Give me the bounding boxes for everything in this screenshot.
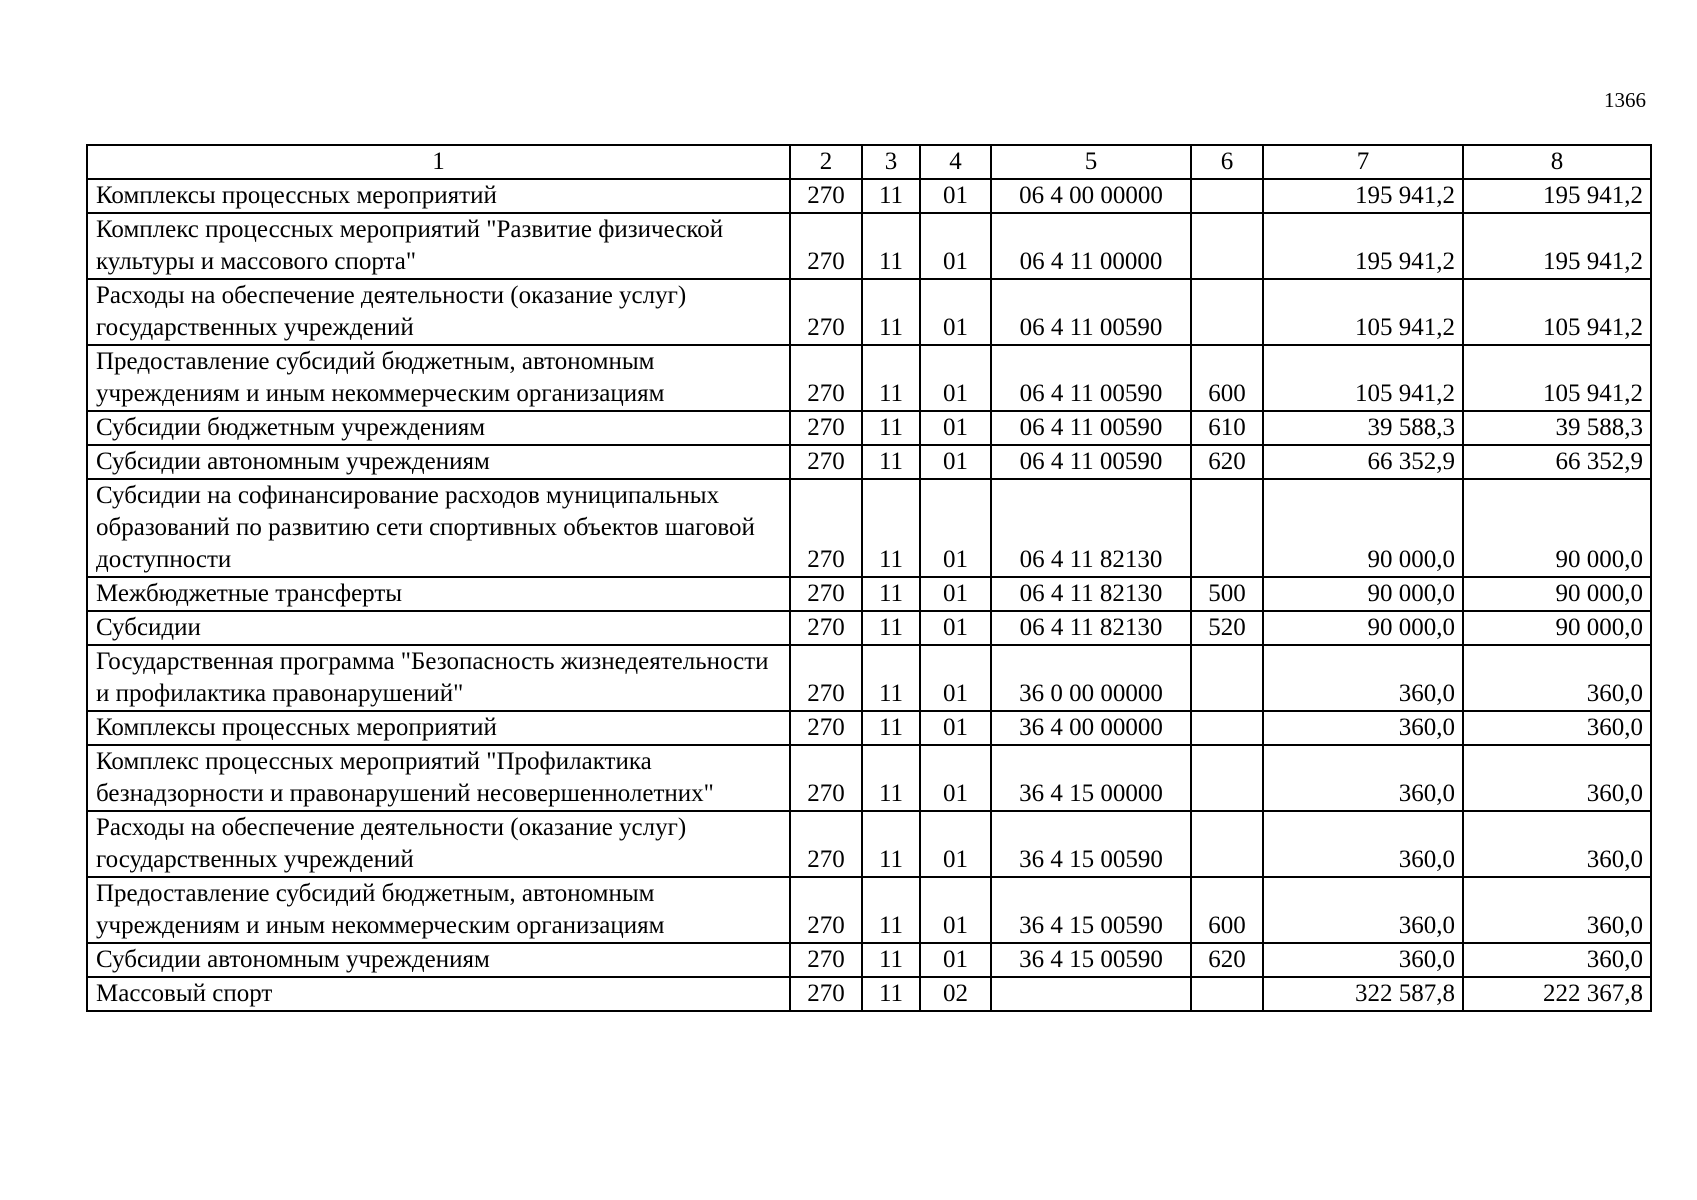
row-name-cell: Комплексы процессных мероприятий (87, 711, 790, 745)
cell-col5: 06 4 11 00590 (991, 411, 1191, 445)
cell-col2: 270 (790, 877, 862, 943)
cell-col6: 620 (1191, 943, 1263, 977)
table-row (87, 943, 1651, 977)
column-header-1: 1 (87, 145, 790, 179)
table-body (87, 179, 1651, 1011)
cell-col4: 01 (920, 611, 991, 645)
cell-col6 (1191, 279, 1263, 345)
row-name-cell: Комплекс процессных мероприятий "Развитие физической культуры и массового спорта" (87, 213, 790, 279)
cell-col8: 360,0 (1463, 745, 1651, 811)
cell-col5: 36 4 15 00000 (991, 745, 1191, 811)
row-name-cell: Субсидии автономным учреждениям (87, 943, 790, 977)
cell-col3: 11 (862, 345, 920, 411)
cell-col3: 11 (862, 811, 920, 877)
cell-col5: 36 0 00 00000 (991, 645, 1191, 711)
cell-col2: 270 (790, 179, 862, 213)
cell-col3: 11 (862, 943, 920, 977)
cell-col7: 322 587,8 (1263, 977, 1463, 1011)
row-name-cell: Расходы на обеспечение деятельности (оказание услуг) государственных учреждений (87, 811, 790, 877)
cell-col7: 90 000,0 (1263, 577, 1463, 611)
cell-col3: 11 (862, 877, 920, 943)
table-row (87, 745, 1651, 811)
row-name-cell: Межбюджетные трансферты (87, 577, 790, 611)
table-row (87, 811, 1651, 877)
cell-col6 (1191, 179, 1263, 213)
cell-col7: 360,0 (1263, 711, 1463, 745)
cell-col6 (1191, 977, 1263, 1011)
cell-col2: 270 (790, 943, 862, 977)
table-row (87, 645, 1651, 711)
cell-col8: 90 000,0 (1463, 577, 1651, 611)
cell-col3: 11 (862, 445, 920, 479)
cell-col3: 11 (862, 711, 920, 745)
cell-col4: 02 (920, 977, 991, 1011)
cell-col8: 39 588,3 (1463, 411, 1651, 445)
cell-col3: 11 (862, 279, 920, 345)
cell-col4: 01 (920, 479, 991, 577)
cell-col6 (1191, 479, 1263, 577)
cell-col7: 360,0 (1263, 877, 1463, 943)
cell-col5 (991, 977, 1191, 1011)
cell-col8: 90 000,0 (1463, 479, 1651, 577)
cell-col8: 360,0 (1463, 645, 1651, 711)
cell-col3: 11 (862, 213, 920, 279)
table-row (87, 611, 1651, 645)
column-header-5: 5 (991, 145, 1191, 179)
cell-col6 (1191, 745, 1263, 811)
cell-col3: 11 (862, 479, 920, 577)
cell-col8: 360,0 (1463, 943, 1651, 977)
cell-col3: 11 (862, 745, 920, 811)
cell-col8: 105 941,2 (1463, 279, 1651, 345)
row-name-cell: Государственная программа "Безопасность жизнедеятельности и профилактика правонарушений" (87, 645, 790, 711)
cell-col5: 06 4 11 00590 (991, 279, 1191, 345)
cell-col2: 270 (790, 445, 862, 479)
table-row (87, 411, 1651, 445)
cell-col6: 520 (1191, 611, 1263, 645)
cell-col7: 66 352,9 (1263, 445, 1463, 479)
table-row (87, 445, 1651, 479)
cell-col3: 11 (862, 411, 920, 445)
cell-col7: 360,0 (1263, 745, 1463, 811)
page-number: 1366 (1604, 88, 1646, 112)
row-name-cell: Расходы на обеспечение деятельности (оказание услуг) государственных учреждений (87, 279, 790, 345)
cell-col5: 36 4 15 00590 (991, 943, 1191, 977)
cell-col4: 01 (920, 645, 991, 711)
budget-table (86, 144, 1652, 1012)
cell-col3: 11 (862, 611, 920, 645)
cell-col3: 11 (862, 645, 920, 711)
row-name-cell: Комплексы процессных мероприятий (87, 179, 790, 213)
cell-col7: 90 000,0 (1263, 479, 1463, 577)
table-row (87, 977, 1651, 1011)
cell-col8: 222 367,8 (1463, 977, 1651, 1011)
cell-col6 (1191, 811, 1263, 877)
cell-col6: 600 (1191, 345, 1263, 411)
cell-col8: 195 941,2 (1463, 213, 1651, 279)
cell-col3: 11 (862, 977, 920, 1011)
row-name-cell: Массовый спорт (87, 977, 790, 1011)
cell-col2: 270 (790, 977, 862, 1011)
cell-col2: 270 (790, 411, 862, 445)
cell-col5: 06 4 11 82130 (991, 577, 1191, 611)
cell-col2: 270 (790, 611, 862, 645)
cell-col6: 610 (1191, 411, 1263, 445)
cell-col4: 01 (920, 445, 991, 479)
cell-col7: 195 941,2 (1263, 179, 1463, 213)
cell-col6 (1191, 213, 1263, 279)
cell-col5: 06 4 11 00590 (991, 445, 1191, 479)
row-name-cell: Субсидии автономным учреждениям (87, 445, 790, 479)
cell-col8: 195 941,2 (1463, 179, 1651, 213)
cell-col8: 360,0 (1463, 811, 1651, 877)
cell-col7: 360,0 (1263, 943, 1463, 977)
cell-col6 (1191, 645, 1263, 711)
header-row (87, 145, 1651, 179)
cell-col5: 06 4 11 82130 (991, 479, 1191, 577)
cell-col6: 620 (1191, 445, 1263, 479)
cell-col6: 500 (1191, 577, 1263, 611)
cell-col6: 600 (1191, 877, 1263, 943)
cell-col3: 11 (862, 577, 920, 611)
cell-col4: 01 (920, 811, 991, 877)
table-row (87, 279, 1651, 345)
cell-col5: 36 4 15 00590 (991, 877, 1191, 943)
table-row (87, 179, 1651, 213)
table-row (87, 213, 1651, 279)
cell-col7: 360,0 (1263, 811, 1463, 877)
cell-col4: 01 (920, 577, 991, 611)
cell-col5: 06 4 11 00000 (991, 213, 1191, 279)
cell-col2: 270 (790, 213, 862, 279)
cell-col5: 36 4 00 00000 (991, 711, 1191, 745)
cell-col4: 01 (920, 411, 991, 445)
row-name-cell: Субсидии (87, 611, 790, 645)
row-name-cell: Предоставление субсидий бюджетным, автономным учреждениям и иным некоммерческим организациям (87, 345, 790, 411)
cell-col8: 66 352,9 (1463, 445, 1651, 479)
cell-col2: 270 (790, 345, 862, 411)
cell-col5: 06 4 00 00000 (991, 179, 1191, 213)
cell-col8: 90 000,0 (1463, 611, 1651, 645)
cell-col5: 06 4 11 82130 (991, 611, 1191, 645)
row-name-cell: Предоставление субсидий бюджетным, автономным учреждениям и иным некоммерческим организациям (87, 877, 790, 943)
cell-col3: 11 (862, 179, 920, 213)
cell-col7: 195 941,2 (1263, 213, 1463, 279)
cell-col2: 270 (790, 745, 862, 811)
column-header-3: 3 (862, 145, 920, 179)
cell-col2: 270 (790, 645, 862, 711)
cell-col7: 105 941,2 (1263, 279, 1463, 345)
cell-col4: 01 (920, 745, 991, 811)
cell-col4: 01 (920, 877, 991, 943)
cell-col8: 360,0 (1463, 711, 1651, 745)
cell-col4: 01 (920, 711, 991, 745)
table-row (87, 877, 1651, 943)
cell-col5: 36 4 15 00590 (991, 811, 1191, 877)
row-name-cell: Субсидии на софинансирование расходов муниципальных образований по развитию сети спортивных объектов шаговой доступности (87, 479, 790, 577)
cell-col7: 90 000,0 (1263, 611, 1463, 645)
cell-col4: 01 (920, 279, 991, 345)
cell-col6 (1191, 711, 1263, 745)
cell-col8: 105 941,2 (1463, 345, 1651, 411)
table-row (87, 345, 1651, 411)
column-header-6: 6 (1191, 145, 1263, 179)
column-header-7: 7 (1263, 145, 1463, 179)
cell-col2: 270 (790, 711, 862, 745)
column-header-2: 2 (790, 145, 862, 179)
cell-col2: 270 (790, 279, 862, 345)
cell-col8: 360,0 (1463, 877, 1651, 943)
cell-col4: 01 (920, 345, 991, 411)
row-name-cell: Субсидии бюджетным учреждениям (87, 411, 790, 445)
cell-col2: 270 (790, 811, 862, 877)
table-row (87, 479, 1651, 577)
cell-col2: 270 (790, 479, 862, 577)
column-header-4: 4 (920, 145, 991, 179)
cell-col7: 105 941,2 (1263, 345, 1463, 411)
table-row (87, 711, 1651, 745)
cell-col5: 06 4 11 00590 (991, 345, 1191, 411)
table-row (87, 577, 1651, 611)
cell-col4: 01 (920, 943, 991, 977)
column-header-8: 8 (1463, 145, 1651, 179)
row-name-cell: Комплекс процессных мероприятий "Профилактика безнадзорности и правонарушений несовершеннолетних" (87, 745, 790, 811)
cell-col4: 01 (920, 213, 991, 279)
cell-col7: 39 588,3 (1263, 411, 1463, 445)
cell-col2: 270 (790, 577, 862, 611)
cell-col7: 360,0 (1263, 645, 1463, 711)
cell-col4: 01 (920, 179, 991, 213)
